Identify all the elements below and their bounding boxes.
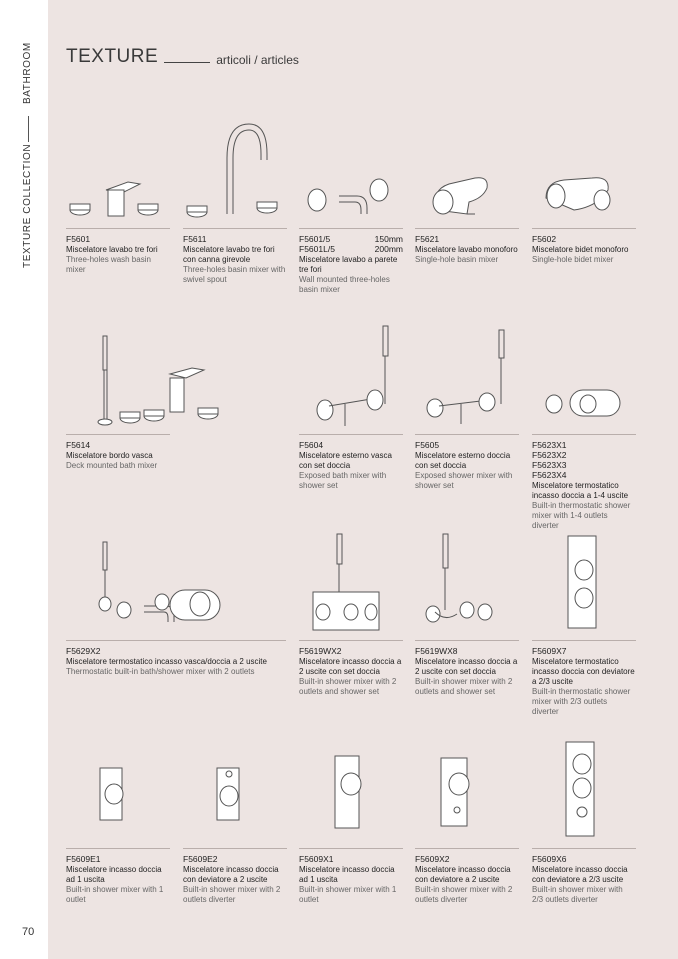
product-code: F5609E1 [66, 854, 101, 864]
product-code: F5623X4 [532, 470, 567, 480]
faucet-illustration [183, 738, 287, 848]
side-divider [28, 116, 29, 142]
product-rule [532, 434, 636, 435]
description-english: Single-hole basin mixer [415, 255, 499, 264]
faucet-illustration [415, 530, 519, 640]
faucet-illustration [66, 324, 286, 434]
product-card[interactable] [415, 434, 519, 491]
description-english: Built-in shower mixer with 2 outlets and shower set [299, 677, 397, 696]
description-italian: Miscelatore incasso doccia con deviatore a 2/3 uscite [532, 865, 628, 884]
product-card[interactable] [532, 434, 636, 531]
description-english: Built-in thermostatic shower mixer with 1-4 outlets diverter [532, 501, 631, 530]
description-italian: Miscelatore incasso doccia con deviatore a 2 uscite [183, 865, 279, 884]
product-card[interactable] [66, 640, 286, 677]
product-card[interactable] [299, 228, 403, 295]
faucet-illustration [66, 118, 170, 228]
product-code: F5614 [66, 440, 91, 450]
product-code: F5619WX2 [299, 646, 342, 656]
faucet-illustration [299, 738, 403, 848]
description-italian: Miscelatore termostatico incasso vasca/doccia a 2 uscite [66, 657, 267, 666]
product-code: F5604 [299, 440, 324, 450]
faucet-illustration [299, 530, 403, 640]
product-code: F5601 [66, 234, 91, 244]
description-italian: Miscelatore lavabo a parete tre fori [299, 255, 398, 274]
description-english: Built-in shower mixer with 2 outlets and shower set [415, 677, 513, 696]
faucet-illustration [415, 738, 519, 848]
product-rule [532, 640, 636, 641]
description-italian: Miscelatore lavabo tre fori [66, 245, 158, 254]
product-code: F5611 [183, 234, 207, 244]
description-italian: Miscelatore esterno vasca con set doccia [299, 451, 392, 470]
product-card[interactable] [415, 848, 519, 905]
product-rule [415, 640, 519, 641]
product-card[interactable] [299, 434, 403, 491]
product-rule [299, 228, 403, 229]
faucet-illustration [415, 324, 519, 434]
product-rule [299, 848, 403, 849]
product-rule [66, 434, 170, 435]
faucet-illustration [532, 324, 636, 434]
product-rule [299, 640, 403, 641]
product-card[interactable] [183, 848, 287, 905]
description-italian: Miscelatore bidet monoforo [532, 245, 629, 254]
description-italian: Miscelatore incasso doccia ad 1 uscita [299, 865, 395, 884]
description-italian: Miscelatore lavabo monoforo [415, 245, 518, 254]
description-english: Built-in shower mixer with 1 outlet [299, 885, 397, 904]
product-rule [183, 848, 287, 849]
section-label: BATHROOM [22, 42, 33, 104]
page-header [66, 46, 299, 68]
description-english: Built-in shower mixer with 2/3 outlets diverter [532, 885, 623, 904]
product-code: F5609X7 [532, 646, 567, 656]
faucet-illustration [66, 530, 286, 640]
description-italian: Miscelatore termostatico incasso doccia con deviatore a 2/3 uscite [532, 657, 635, 686]
page-number: 70 [22, 926, 35, 938]
product-rule [532, 228, 636, 229]
description-italian: Miscelatore esterno doccia con set doccia [415, 451, 511, 470]
product-rule [415, 848, 519, 849]
product-card[interactable] [532, 228, 636, 265]
product-code: F5609X2 [415, 854, 450, 864]
product-card[interactable] [415, 640, 519, 697]
product-code: F5605 [415, 440, 440, 450]
description-english: Three-holes wash basin mixer [66, 255, 151, 274]
description-italian: Miscelatore incasso doccia ad 1 uscita [66, 865, 162, 884]
faucet-illustration [532, 118, 636, 228]
product-rule [532, 848, 636, 849]
product-code: F5601L/5 200mm [299, 244, 403, 254]
product-card[interactable] [183, 228, 287, 285]
product-rule [66, 848, 170, 849]
faucet-illustration [532, 530, 636, 640]
description-italian: Miscelatore incasso doccia a 2 uscite con set doccia [415, 657, 518, 676]
product-code: F5621 [415, 234, 440, 244]
product-code: F5601/5 150mm [299, 234, 403, 244]
description-italian: Miscelatore termostatico incasso doccia a 1-4 uscite [532, 481, 629, 500]
product-card[interactable] [66, 228, 170, 275]
faucet-illustration [299, 324, 403, 434]
description-english: Wall mounted three-holes basin mixer [299, 275, 390, 294]
product-card[interactable] [532, 640, 636, 717]
description-italian: Miscelatore lavabo tre fori con canna girevole [183, 245, 275, 264]
description-english: Deck mounted bath mixer [66, 461, 158, 470]
product-code: F5609X6 [532, 854, 567, 864]
product-code: F5619WX8 [415, 646, 458, 656]
product-code: F5609E2 [183, 854, 218, 864]
product-code: F5623X2 [532, 450, 567, 460]
product-rule [66, 228, 170, 229]
product-card[interactable] [299, 640, 403, 697]
description-english: Built-in shower mixer with 2 outlets diverter [415, 885, 513, 904]
product-card[interactable] [66, 848, 170, 905]
product-code: F5623X3 [532, 460, 567, 470]
product-card[interactable] [66, 434, 286, 471]
description-english: Single-hole bidet mixer [532, 255, 614, 264]
brand-title: TEXTURE [66, 46, 159, 67]
header-subtitle: articoli / articles [216, 53, 299, 67]
description-english: Exposed bath mixer with shower set [299, 471, 387, 490]
product-code: F5623X1 [532, 440, 567, 450]
side-strip [0, 0, 48, 959]
description-english: Built-in shower mixer with 1 outlet [66, 885, 164, 904]
faucet-illustration [183, 118, 287, 228]
product-rule [299, 434, 403, 435]
faucet-illustration [415, 118, 519, 228]
product-card[interactable] [532, 848, 636, 905]
product-rule [183, 228, 287, 229]
product-code: F5629X2 [66, 646, 101, 656]
faucet-illustration [532, 738, 636, 848]
description-italian: Miscelatore bordo vasca [66, 451, 153, 460]
product-code: F5602 [532, 234, 557, 244]
description-english: Exposed shower mixer with shower set [415, 471, 513, 490]
product-card[interactable] [415, 228, 519, 265]
product-rule [66, 640, 286, 641]
description-english: Built-in shower mixer with 2 outlets diverter [183, 885, 281, 904]
description-italian: Miscelatore incasso doccia a 2 uscite con set doccia [299, 657, 402, 676]
description-italian: Miscelatore incasso doccia con deviatore a 2 uscite [415, 865, 511, 884]
faucet-illustration [66, 738, 170, 848]
product-code: F5609X1 [299, 854, 334, 864]
header-rule [164, 62, 210, 63]
product-card[interactable] [299, 848, 403, 905]
product-rule [415, 228, 519, 229]
description-english: Three-holes basin mixer with swivel spout [183, 265, 286, 284]
product-rule [415, 434, 519, 435]
collection-label: TEXTURE COLLECTION [22, 143, 33, 268]
description-english: Thermostatic built-in bath/shower mixer with 2 outlets [66, 667, 255, 676]
faucet-illustration [299, 118, 403, 228]
description-english: Built-in thermostatic shower mixer with 2/3 outlets diverter [532, 687, 631, 716]
